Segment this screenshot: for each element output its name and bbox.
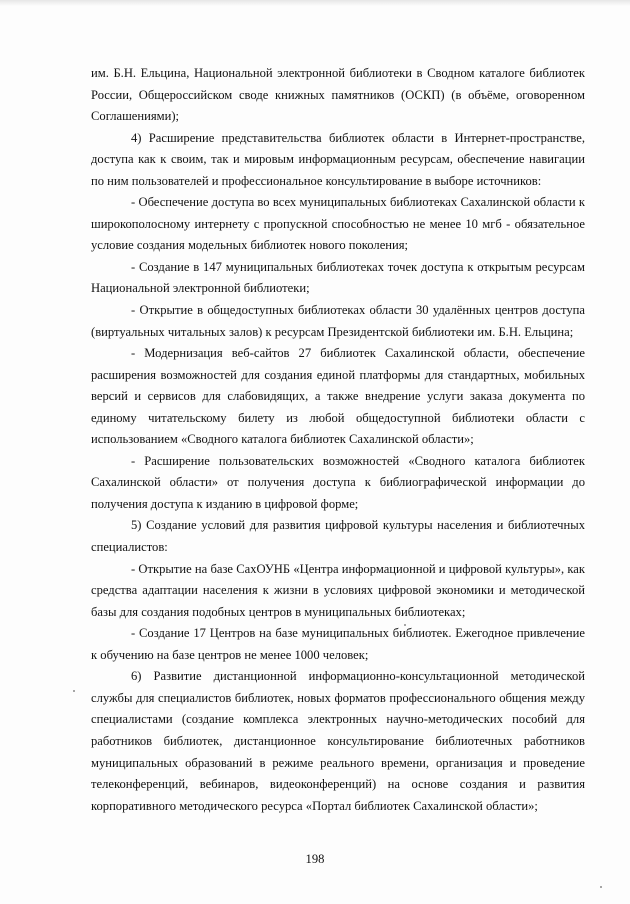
paragraph-remote-centers: - Открытие в общедоступных библиотеках области 30 удалённых центров доступа (виртуальных читальных залов) к ресурсам Президентской библиотеки им. Б.Н. Ельцина;: [91, 303, 585, 339]
paragraph-access-points: - Создание в 147 муниципальных библиотеках точек доступа к открытым ресурсам Национальной электронной библиотеки;: [91, 259, 585, 296]
scan-speck: [73, 690, 75, 692]
page-number: 198: [305, 852, 325, 866]
paragraph-website-modernization: - Модернизация веб-сайтов 27 библиотек Сахалинской области, обеспечение расширения возможностей для создания единой платформы для стандартных, мобильных версий и сервисов для слабовидящих, а также внедрение услуги заказа документа по единому читательскому билету из любой общедоступной библиотеки области с использованием «Сводного каталога библиотек Сахалинской области»;: [91, 346, 585, 447]
paragraph-catalog-expansion: - Расширение пользовательских возможностей «Сводного каталога библиотек Сахалинской области» от получения доступа к библиографической информации до получения доступа к изданию в цифровой форме;: [91, 453, 585, 511]
scan-edge: [0, 0, 630, 6]
body-text: [91, 63, 585, 817]
scan-speck: [404, 624, 406, 626]
paragraph-broadband-access: - Обеспечение доступа во всех муниципальных библиотеках Сахалинской области к широкополосному интернету с пропускной способностью не менее 10 мгб - обязательное условие создания модельных библиотек нового поколения;: [91, 195, 585, 253]
paragraph-digital-culture-center: - Открытие на базе СахОУНБ «Центра информационной и цифровой культуры», как средства адаптации населения к жизни в условиях цифровой экономики и методической базы для создания подобных центров в муниципальных библиотеках;: [91, 561, 585, 619]
paragraph-item-5: 5) Создание условий для развития цифровой культуры населения и библиотечных специалистов:: [91, 518, 585, 555]
paragraph-17-centers: - Создание 17 Центров на базе муниципальных библиотек. Ежегодное привлечение к обучению на базе центров не менее 1000 человек;: [91, 626, 585, 662]
scan-speck: [600, 886, 602, 888]
paragraph-continuation: им. Б.Н. Ельцина, Национальной электронной библиотеки в Сводном каталоге библиотек России, Общероссийском своде книжных памятников (ОСКП) (в объёме, оговоренном Соглашениями);: [91, 66, 585, 124]
paragraph-item-4: 4) Расширение представительства библиотек области в Интернет-пространстве, доступа как к своим, так и мировым информационным ресурсам, обеспечение навигации по ним пользователей и профессиональное консультирование в выборе источников:: [91, 130, 585, 188]
paragraph-item-6: 6) Развитие дистанционной информационно-консультационной методической службы для специалистов библиотек, новых форматов профессионального общения между специалистами (создание комплекса электронных научно-методических пособий для работников библиотек, дистанционное консультирование библиотечных работников муниципальных образований в режиме реального времени, организация и проведение телеконференций, вебинаров, видеоконференций) на основе создания и развития корпоративного методического ресурса «Портал библиотек Сахалинской области»;: [91, 669, 585, 813]
